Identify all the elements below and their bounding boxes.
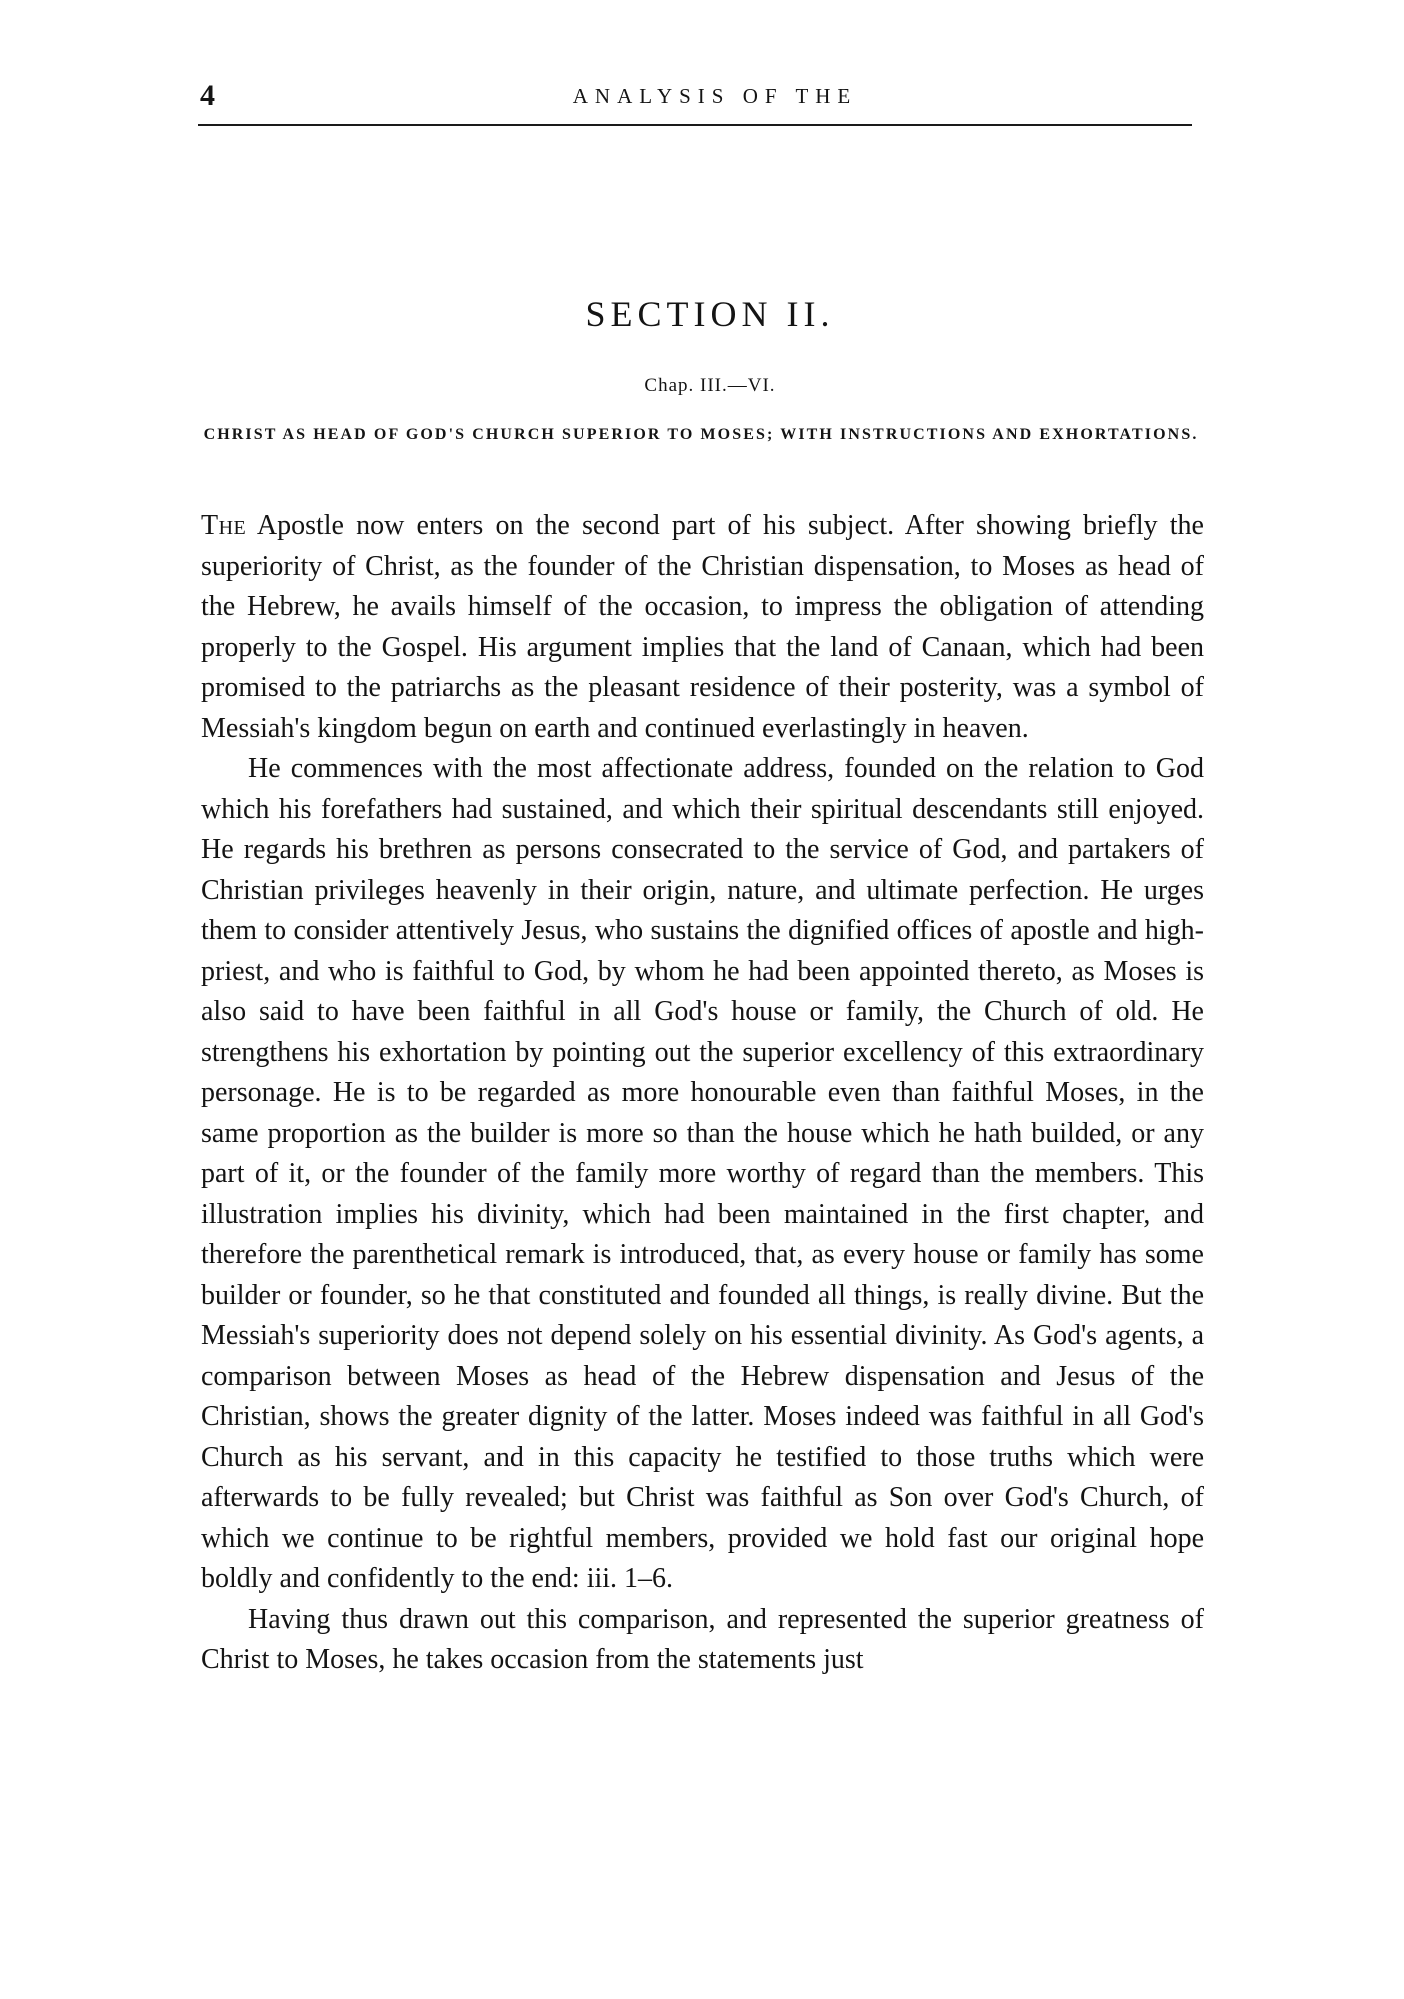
header-rule (198, 124, 1192, 126)
chapter-reference: Chap. III.—VI. (644, 375, 776, 396)
body-text (201, 506, 1204, 1681)
paragraph-3: Having thus drawn out this comparison, and represented the superior greatness of Christ to Moses, he takes occasion from the statements just (201, 1603, 1204, 1675)
section-title: SECTION II. (585, 294, 835, 334)
section-subtitle: CHRIST AS HEAD OF GOD'S CHURCH SUPERIOR TO MOSES; WITH INSTRUCTIONS AND EXHORTATIONS. (203, 426, 1199, 443)
paragraph-1 (201, 506, 1204, 749)
page-number: 4 (200, 79, 215, 112)
paragraph-1-lead: The (201, 510, 247, 541)
paragraph-2: He commences with the most affectionate address, founded on the relation to God which his forefathers had sustained, and which their spiritual descendants still enjoyed. He regards his brethren as persons consecrated to the service of God, and partakers of Christian privileges heavenly in their origin, nature, and ultimate perfection. He urges them to consider attentively Jesus, who sustains the dignified offices of apostle and high-priest, and who is faithful to God, by whom he had been appointed thereto, as Moses is also said to have been faithful in all God's house or family, the Church of old. He strengthens his exhortation by pointing out the superior excellency of this extraordinary personage. He is to be regarded as more honourable even than faithful Moses, in the same proportion as the builder is more so than the house which he hath builded, or any part of it, or the founder of the family more worthy of regard than the members. This illustration implies his divinity, which had been maintained in the first chapter, and therefore the parenthetical remark is introduced, that, as every house or family has some builder or founder, so he that constituted and founded all things, is really divine. But the Messiah's superiority does not depend solely on his essential divinity. As God's agents, a comparison between Moses as head of the Hebrew dispensation and Jesus of the Christian, shows the greater dignity of the latter. Moses indeed was faithful in all God's Church as his servant, and in this capacity he testified to those truths which were afterwards to be fully revealed; but Christ was faithful as Son over God's Church, of which we continue to be rightful members, provided we hold fast our original hope boldly and confidently to the end: iii. 1–6. (201, 753, 1204, 1594)
paragraph-1-text: Apostle now enters on the second part of his subject. After showing briefly the superiority of Christ, as the founder of the Christian dispensation, to Moses as head of the Hebrew, he avails himself of the occasion, to impress the obligation of attending properly to the Gospel. His argument implies that the land of Canaan, which had been promised to the patriarchs as the pleasant residence of their posterity, was a symbol of Messiah's kingdom begun on earth and continued everlastingly in heaven. (201, 510, 1204, 744)
running-head (200, 78, 1190, 118)
running-title: ANALYSIS OF THE (572, 84, 858, 108)
